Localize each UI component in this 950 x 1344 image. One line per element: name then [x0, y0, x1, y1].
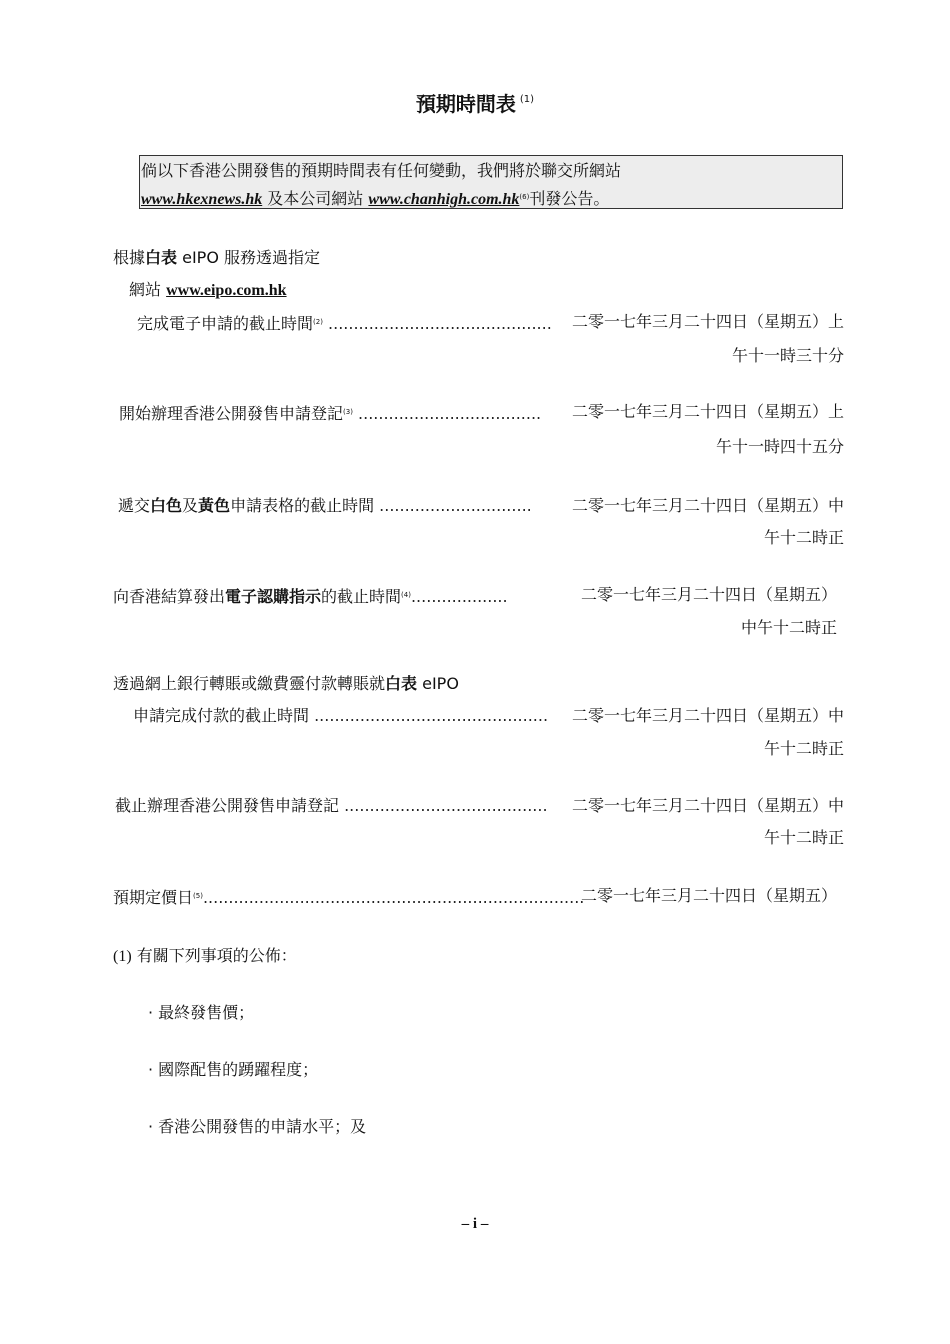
bold-text: 白表	[145, 248, 178, 267]
entry-4-label	[113, 585, 508, 607]
entry-2-time: 午十一時四十五分	[715, 437, 844, 456]
text: 的截止時間	[321, 587, 402, 606]
notice-box	[139, 155, 843, 209]
entry-6-date: 二零一七年三月二十四日（星期五）中	[571, 796, 844, 815]
footnote-marker: (4)	[401, 591, 411, 599]
note-number: (1)	[113, 948, 132, 965]
notice-tail-text: 刊發公告。	[529, 189, 610, 208]
entry-3-date: 二零一七年三月二十四日（星期五）中	[571, 496, 844, 515]
entry-3-label	[118, 496, 532, 516]
leader-dots: ....................................	[358, 404, 542, 423]
text: eIPO	[417, 674, 459, 693]
text: 申請完成付款的截止時間	[133, 706, 315, 725]
entry-4-date: 二零一七年三月二十四日（星期五）	[580, 585, 837, 604]
title-text: 預期時間表	[415, 92, 516, 116]
entry-5-intro	[113, 674, 459, 694]
footnote-marker: (2)	[313, 318, 323, 326]
text: 透過網上銀行轉賬或繳費靈付款轉賬就	[113, 674, 386, 693]
text: 截止辦理香港公開發售申請登記	[115, 796, 345, 815]
footnote-marker: (3)	[343, 408, 353, 416]
title-footnote: (1)	[519, 94, 535, 105]
entry-6-label	[115, 796, 548, 816]
entry-2-label	[119, 402, 541, 424]
entry-1-intro-2	[129, 280, 287, 301]
hkexnews-link[interactable]: www.hkexnews.hk	[141, 191, 263, 208]
notes-heading	[113, 946, 297, 967]
entry-1-label	[137, 312, 552, 334]
entry-1-intro	[113, 248, 320, 268]
leader-dots: ...........................................................................	[202, 888, 585, 907]
notice-line-1: 倘以下香港公開發售的預期時間表有任何變動，我們將於聯交所網站	[141, 161, 622, 180]
notes-bullet-3: · 香港公開發售的申請水平；及	[148, 1117, 367, 1136]
footnote-marker: (6)	[519, 193, 530, 201]
entry-5-label	[133, 706, 548, 726]
leader-dots: ..............................................	[314, 706, 549, 725]
text: 有關下列事項的公佈：	[131, 946, 297, 965]
text: 開始辦理香港公開發售申請登記	[119, 404, 344, 423]
entry-4-time: 中午十二時正	[740, 618, 837, 637]
page-number: – i –	[461, 1216, 489, 1232]
entry-2-date: 二零一七年三月二十四日（星期五）上	[571, 402, 844, 421]
leader-dots: ........................................	[344, 796, 548, 815]
text: 及	[182, 496, 199, 515]
notice-line-2	[141, 184, 842, 213]
text: 遞交	[118, 496, 151, 515]
text: eIPO 服務透過指定	[177, 248, 321, 267]
text: 根據	[113, 248, 146, 267]
text: 預期定價日	[113, 888, 194, 907]
entry-3-time: 午十二時正	[763, 528, 844, 547]
eipo-link[interactable]: www.eipo.com.hk	[166, 282, 287, 299]
leader-dots: ..............................	[379, 496, 532, 515]
entry-5-time: 午十二時正	[763, 739, 844, 758]
bold-text: 白表	[385, 674, 418, 693]
entry-5-date: 二零一七年三月二十四日（星期五）中	[571, 706, 844, 725]
entry-1-date: 二零一七年三月二十四日（星期五）上	[571, 312, 844, 331]
text: 網站	[129, 280, 167, 299]
bold-text: 黃色	[198, 496, 231, 515]
page-title	[0, 88, 950, 117]
bold-text: 電子認購指示	[225, 587, 322, 606]
leader-dots: ...................	[410, 587, 508, 606]
notes-bullet-2: · 國際配售的踴躍程度；	[148, 1060, 319, 1079]
notes-bullet-1: · 最終發售價；	[148, 1003, 255, 1022]
notice-mid-text: 及本公司網站	[262, 189, 369, 208]
entry-7-label	[113, 886, 584, 908]
entry-7-date: 二零一七年三月二十四日（星期五）	[580, 886, 837, 905]
entry-6-time: 午十二時正	[763, 828, 844, 847]
company-website-link[interactable]: www.chanhigh.com.hk	[368, 191, 520, 208]
text: 向香港結算發出	[113, 587, 226, 606]
leader-dots: ............................................	[328, 314, 552, 333]
footnote-marker: (5)	[193, 892, 203, 900]
text: 完成電子申請的截止時間	[137, 314, 314, 333]
entry-1-time: 午十一時三十分	[731, 346, 844, 365]
text: 申請表格的截止時間	[230, 496, 380, 515]
bold-text: 白色	[150, 496, 183, 515]
